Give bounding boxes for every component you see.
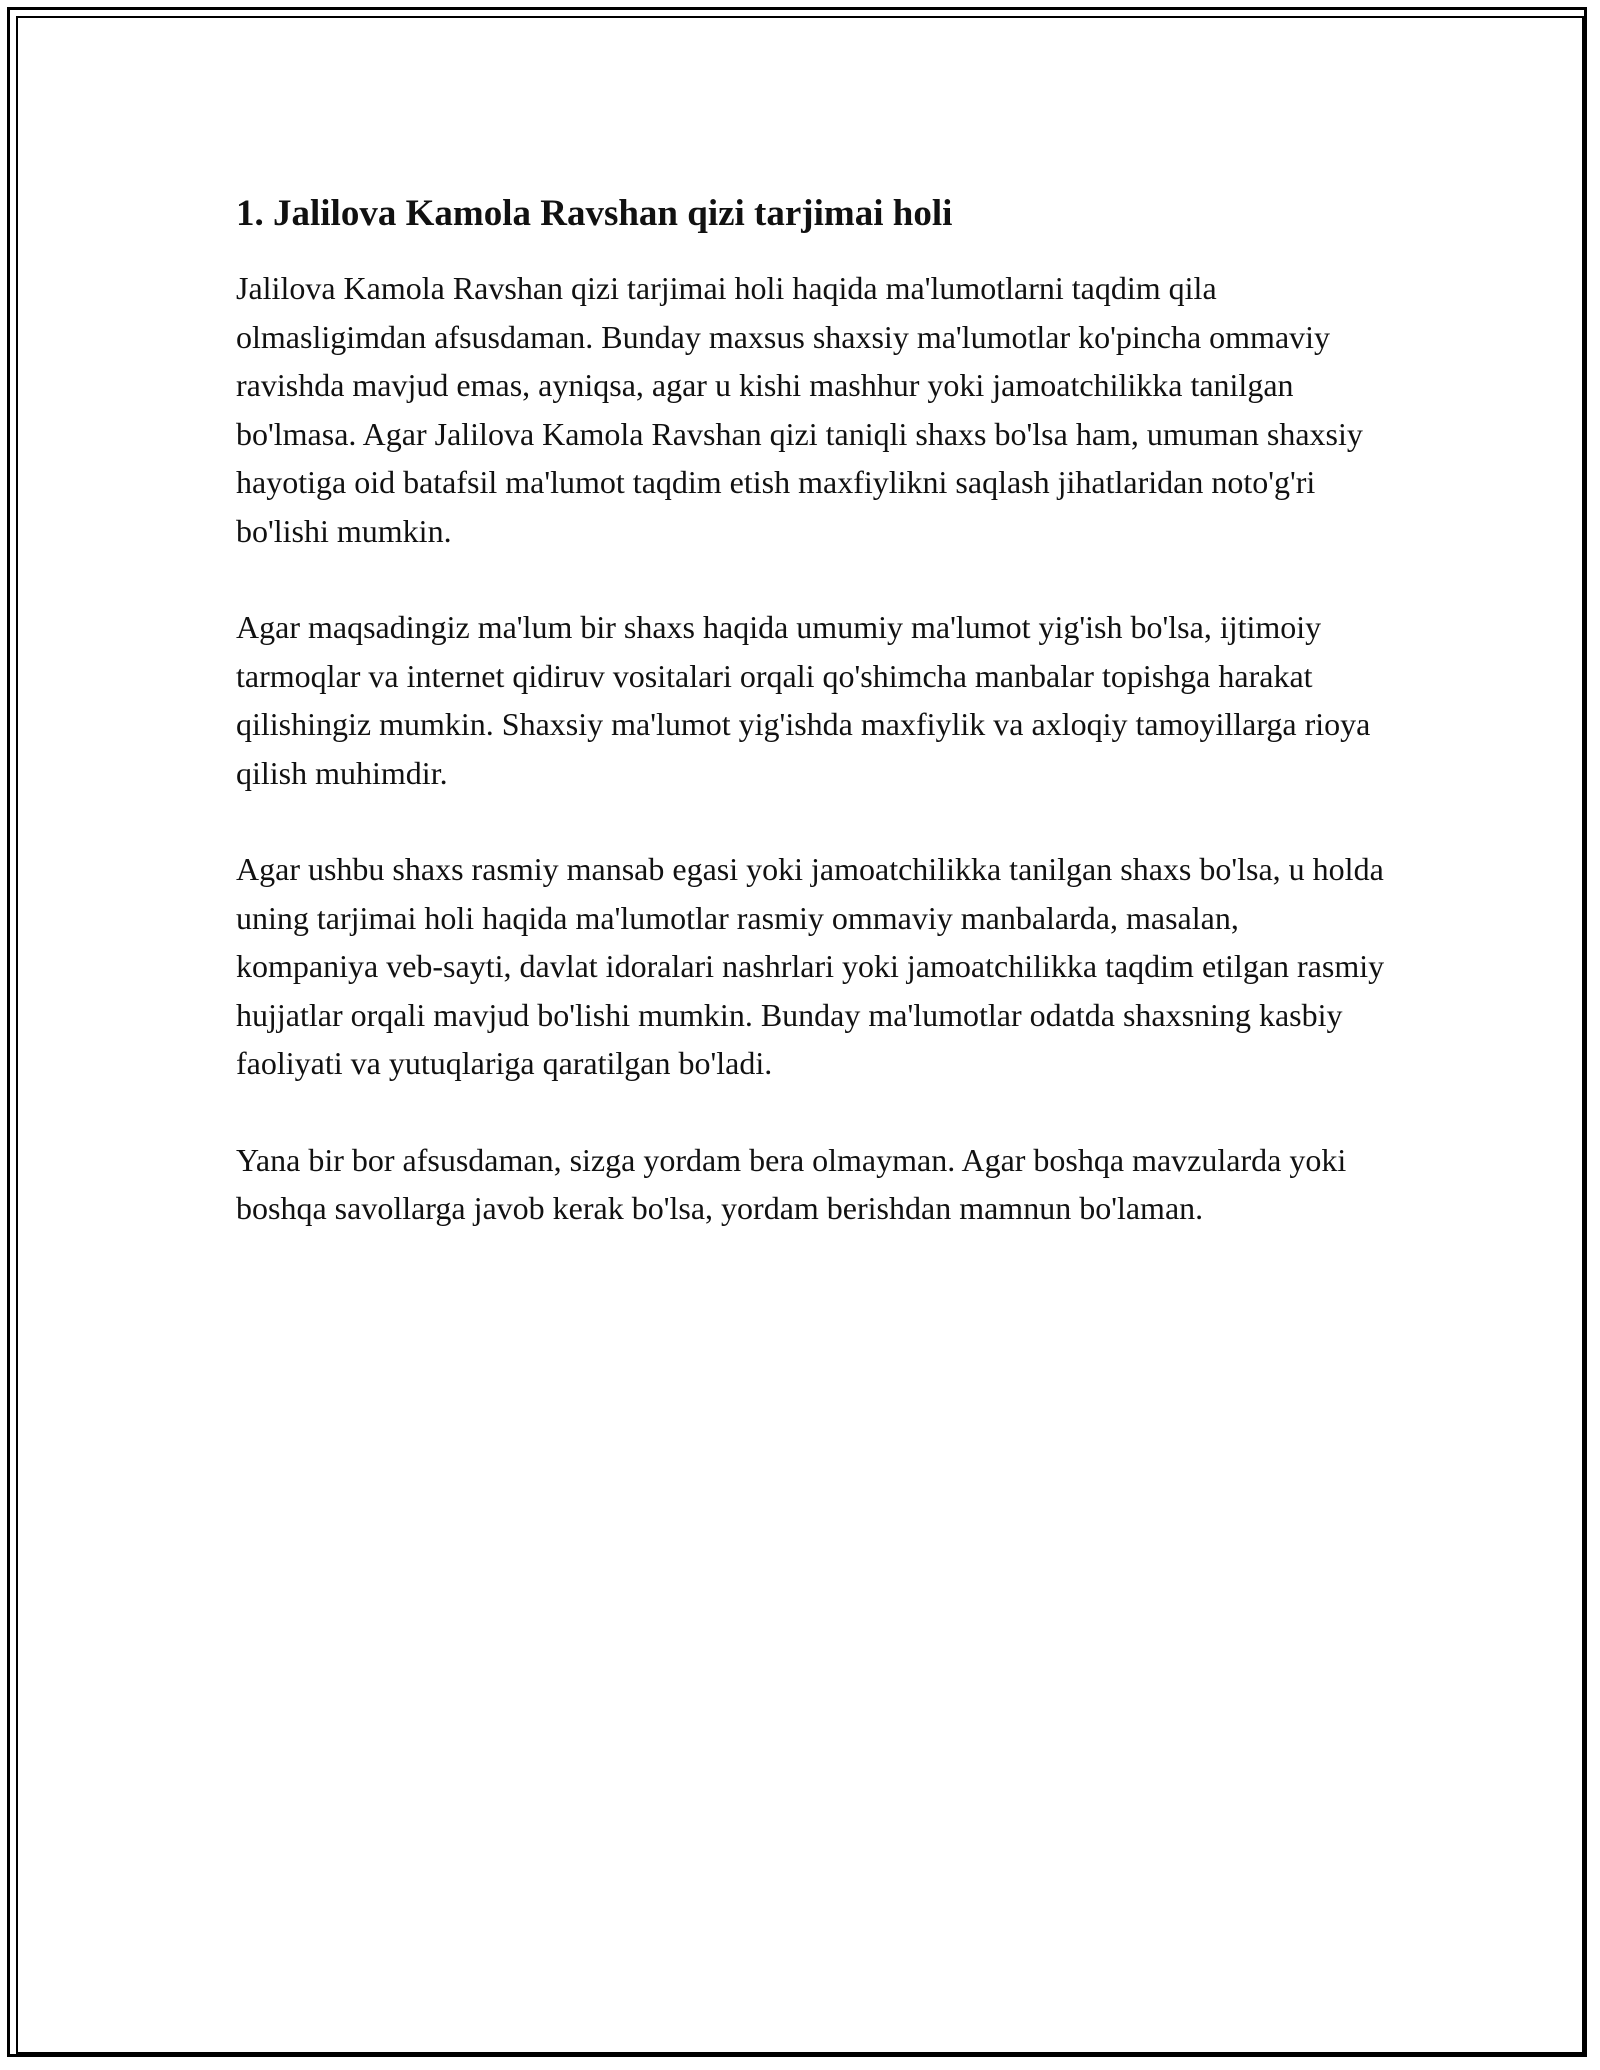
paragraph-2: Agar maqsadingiz ma'lum bir shaxs haqida umumiy ma'lumot yig'ish bo'lsa, ijtimoiy tarmoqlar va internet qidiruv vositalari orqali qo'shimcha manbalar topishga harakat qilishingiz mumkin. Shaxsiy ma'lumot yig'ishda maxfiylik va axloqiy tamoyillarga rioya qilish muhimdir.	[236, 609, 1371, 791]
document-title: 1. Jalilova Kamola Ravshan qizi tarjimai holi	[236, 193, 953, 234]
paragraph-3: Agar ushbu shaxs rasmiy mansab egasi yoki jamoatchilikka tanilgan shaxs bo'lsa, u holda uning tarjimai holi haqida ma'lumotlar rasmiy ommaviy manbalarda, masalan, kompaniya veb-sayti, davlat idoralari nashrlari yoki jamoatchilikka taqdim etilgan rasmiy hujjatlar orqali mavjud bo'lishi mumkin. Bunday ma'lumotlar odatda shaxsning kasbiy faoliyati va yutuqlariga qaratilgan bo'ladi.	[236, 851, 1385, 1081]
paragraph-4: Yana bir bor afsusdaman, sizga yordam bera olmayman. Agar boshqa mavzularda yoki boshqa savollarga javob kerak bo'lsa, yordam berishdan mamnun bo'laman.	[236, 1141, 1347, 1226]
paragraph-1: Jalilova Kamola Ravshan qizi tarjimai holi haqida ma'lumotlarni taqdim qila olmasligimdan afsusdaman. Bunday maxsus shaxsiy ma'lumotlar ko'pincha ommaviy ravishda mavjud emas, ayniqsa, agar u kishi mashhur yoki jamoatchilikka tanilgan bo'lmasa. Agar Jalilova Kamola Ravshan qizi taniqli shaxs bo'lsa ham, umuman shaxsiy hayotiga oid batafsil ma'lumot taqdim etish maxfiylikni saqlash jihatlaridan noto'g'ri bo'lishi mumkin.	[236, 270, 1363, 549]
document-body	[236, 186, 1386, 1281]
